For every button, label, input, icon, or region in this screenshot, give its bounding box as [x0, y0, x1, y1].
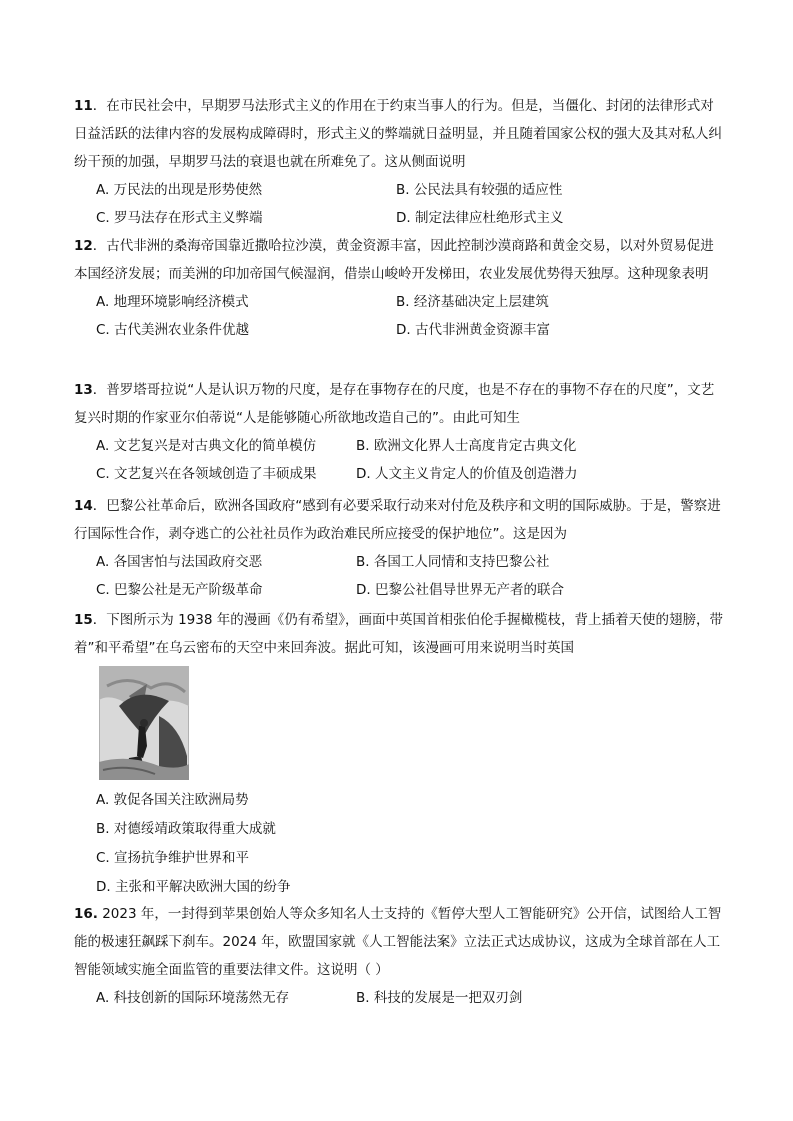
options — [74, 288, 724, 344]
question-stem — [74, 376, 724, 432]
question-stem — [74, 606, 724, 662]
question-number: 11 — [74, 98, 93, 114]
question-number: 15 — [74, 612, 93, 628]
question-11 — [74, 92, 724, 232]
question-15-options — [74, 786, 724, 902]
question-stem — [74, 492, 724, 548]
question-16 — [74, 900, 724, 1012]
question-text: ．古代非洲的桑海帝国靠近撒哈拉沙漠，黄金资源丰富，因此控制沙漠商路和黄金交易，以对外贸易促进本国经济发展；而美洲的印加帝国气候湿润，借崇山峻岭开发梯田，农业发展优势得天独厚。这种现象表明 — [74, 238, 714, 282]
option-d[interactable]: D. 制定法律应杜绝形式主义 — [396, 210, 564, 226]
question-number: 16. — [74, 906, 98, 922]
question-stem — [74, 92, 724, 176]
question-stem — [74, 900, 724, 984]
option-d[interactable]: D. 巴黎公社倡导世界无产者的联合 — [356, 582, 564, 598]
question-stem — [74, 232, 724, 288]
question-text: ．普罗塔哥拉说“人是认识万物的尺度，是存在事物存在的尺度，也是不存在的事物不存在的尺度”，文艺复兴时期的作家亚尔伯蒂说“人是能够随心所欲地改造自己的”。由此可知生 — [74, 382, 715, 426]
question-number: 12 — [74, 238, 93, 254]
option-a[interactable]: A. 科技创新的国际环境荡然无存 — [96, 990, 290, 1006]
options — [74, 432, 724, 488]
options — [74, 984, 724, 1012]
option-d[interactable]: D. 人文主义肯定人的价值及创造潜力 — [356, 466, 578, 482]
question-15 — [74, 606, 724, 662]
question-text: ．下图所示为 1938 年的漫画《仍有希望》，画面中英国首相张伯伦手握橄榄枝，背上插着天使的翅膀，带着”和平希望”在乌云密布的天空中来回奔波。据此可知，该漫画可用来说明当时英国 — [74, 612, 723, 656]
option-c[interactable]: C. 古代美洲农业条件优越 — [96, 322, 250, 338]
options — [74, 176, 724, 232]
option-c[interactable]: C. 宣扬抗争维护世界和平 — [96, 850, 250, 866]
option-a[interactable]: A. 各国害怕与法国政府交恶 — [96, 554, 263, 570]
option-b[interactable]: B. 各国工人同情和支持巴黎公社 — [356, 554, 550, 570]
option-a[interactable]: A. 地理环境影响经济模式 — [96, 294, 249, 310]
option-a[interactable]: A. 万民法的出现是形势使然 — [96, 182, 263, 198]
option-d[interactable]: D. 古代非洲黄金资源丰富 — [396, 322, 550, 338]
option-c[interactable]: C. 巴黎公社是无产阶级革命 — [96, 582, 263, 598]
question-14 — [74, 492, 724, 604]
option-b[interactable]: B. 公民法具有较强的适应性 — [396, 182, 563, 198]
question-text: ．巴黎公社革命后，欧洲各国政府“感到有必要采取行动来对付危及秩序和文明的国际威胁。于是，警察进行国际性合作，剥夺逃亡的公社社员作为政治难民所应接受的保护地位”。这是因为 — [74, 498, 721, 542]
option-c[interactable]: C. 文艺复兴在各领域创造了丰硕成果 — [96, 466, 317, 482]
option-a[interactable]: A. 文艺复兴是对古典文化的简单模仿 — [96, 438, 317, 454]
option-d[interactable]: D. 主张和平解决欧洲大国的纷争 — [96, 879, 291, 895]
question-number: 14 — [74, 498, 93, 514]
question-13 — [74, 376, 724, 488]
option-b[interactable]: B. 欧洲文化界人士高度肯定古典文化 — [356, 438, 577, 454]
question-number: 13 — [74, 382, 93, 398]
cartoon-image — [99, 666, 189, 780]
question-12 — [74, 232, 724, 344]
option-b[interactable]: B. 经济基础决定上层建筑 — [396, 294, 549, 310]
options — [74, 548, 724, 604]
option-b[interactable]: B. 对德绥靖政策取得重大成就 — [96, 821, 276, 837]
option-c[interactable]: C. 罗马法存在形式主义弊端 — [96, 210, 263, 226]
question-text: ．在市民社会中，早期罗马法形式主义的作用在于约束当事人的行为。但是，当僵化、封闭的法律形式对日益活跃的法律内容的发展构成障碍时，形式主义的弊端就日益明显，并且随着国家公权的强大及其对私人纠纷干预的加强，早期罗马法的衰退也就在所难免了。这从侧面说明 — [74, 98, 722, 170]
question-text: 2023 年，一封得到苹果创始人等众多知名人士支持的《暂停大型人工智能研究》公开信，试图给人工智能的极速狂飙踩下刹车。2024 年，欧盟国家就《人工智能法案》立法正式达成协议，这成为全球首部在人工智能领域实施全面监管的重要法律文件。这说明（ ） — [74, 906, 722, 978]
option-b[interactable]: B. 科技的发展是一把双刃剑 — [356, 990, 523, 1006]
option-a[interactable]: A. 敦促各国关注欧洲局势 — [96, 792, 249, 808]
